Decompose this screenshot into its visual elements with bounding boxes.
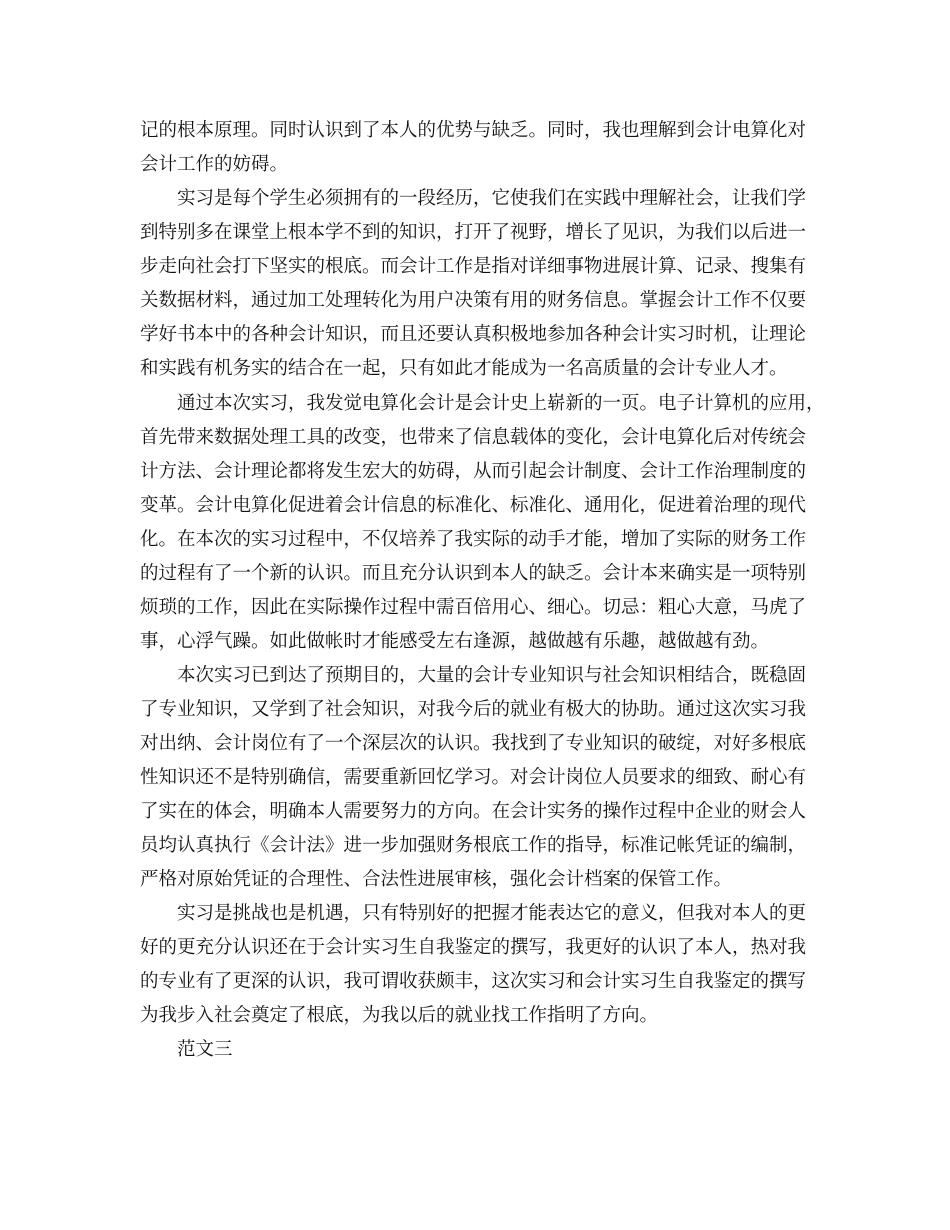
text-line: 化。在本次的实习过程中，不仅培养了我实际的动手才能，增加了实际的财务工作 — [140, 529, 807, 550]
text-line: 到特别多在课堂上根本学不到的知识，打开了视野，增长了见识，为我们以后进一 — [140, 222, 807, 243]
text-line: 关数据材料，通过加工处理转化为用户决策有用的财务信息。掌握会计工作不仅要 — [140, 290, 807, 311]
text-line: 严格对原始凭证的合理性、合法性进展审核，强化会计档案的保管工作。 — [140, 869, 733, 890]
text-line: 事，心浮气躁。如此做帐时才能感受左右逢源，越做越有乐趣，越做越有劲。 — [140, 631, 770, 652]
text-line: 会计工作的妨碍。 — [140, 154, 289, 175]
text-line: 变革。会计电算化促进着会计信息的标准化、标准化、通用化，促进着治理的现代 — [140, 495, 807, 516]
text-line: 实习是挑战也是机遇，只有特别好的把握才能表达它的意义，但我对本人的更 — [140, 903, 807, 924]
text-line: 首先带来数据处理工具的改变，也带来了信息载体的变化，会计电算化后对传统会 — [140, 427, 807, 448]
text-line: 了实在的体会，明确本人需要努力的方向。在会计实务的操作过程中企业的财会人 — [140, 801, 807, 822]
text-line: 烦琐的工作，因此在实际操作过程中需百倍用心、细心。切忌：粗心大意，马虎了 — [140, 597, 807, 618]
text-line: 的过程有了一个新的认识。而且充分认识到本人的缺乏。会计本来确实是一项特别 — [140, 563, 807, 584]
section-heading: 范文三 — [140, 1039, 233, 1060]
text-line: 步走向社会打下坚实的根底。而会计工作是指对详细事物进展计算、记录、搜集有 — [140, 256, 807, 277]
text-line: 员均认真执行《会计法》进一步加强财务根底工作的指导，标准记帐凭证的编制， — [140, 835, 807, 856]
text-line: 好的更充分认识还在于会计实习生自我鉴定的撰写，我更好的认识了本人，热对我 — [140, 937, 807, 958]
text-line: 记的根本原理。同时认识到了本人的优势与缺乏。同时，我也理解到会计电算化对 — [140, 120, 807, 141]
text-line: 和实践有机务实的结合在一起，只有如此才能成为一名高质量的会计专业人才。 — [140, 358, 788, 379]
text-line: 的专业有了更深的认识，我可谓收获颇丰，这次实习和会计实习生自我鉴定的撰写 — [140, 971, 807, 992]
text-line: 了专业知识，又学到了社会知识，对我今后的就业有极大的协助。通过这次实习我 — [140, 699, 807, 720]
text-line: 通过本次实习，我发觉电算化会计是会计史上崭新的一页。电子计算机的应用， — [140, 393, 825, 414]
text-line: 计方法、会计理论都将发生宏大的妨碍，从而引起会计制度、会计工作治理制度的 — [140, 461, 807, 482]
text-line: 本次实习已到达了预期目的，大量的会计专业知识与社会知识相结合，既稳固 — [140, 665, 807, 686]
text-line: 实习是每个学生必须拥有的一段经历，它使我们在实践中理解社会，让我们学 — [140, 188, 807, 209]
text-line: 为我步入社会奠定了根底，为我以后的就业找工作指明了方向。 — [140, 1005, 659, 1026]
text-line: 对出纳、会计岗位有了一个深层次的认识。我找到了专业知识的破绽，对好多根底 — [140, 733, 807, 754]
text-line: 学好书本中的各种会计知识，而且还要认真积极地参加各种会计实习时机，让理论 — [140, 324, 807, 345]
text-line: 性知识还不是特别确信，需要重新回忆学习。对会计岗位人员要求的细致、耐心有 — [140, 767, 807, 788]
